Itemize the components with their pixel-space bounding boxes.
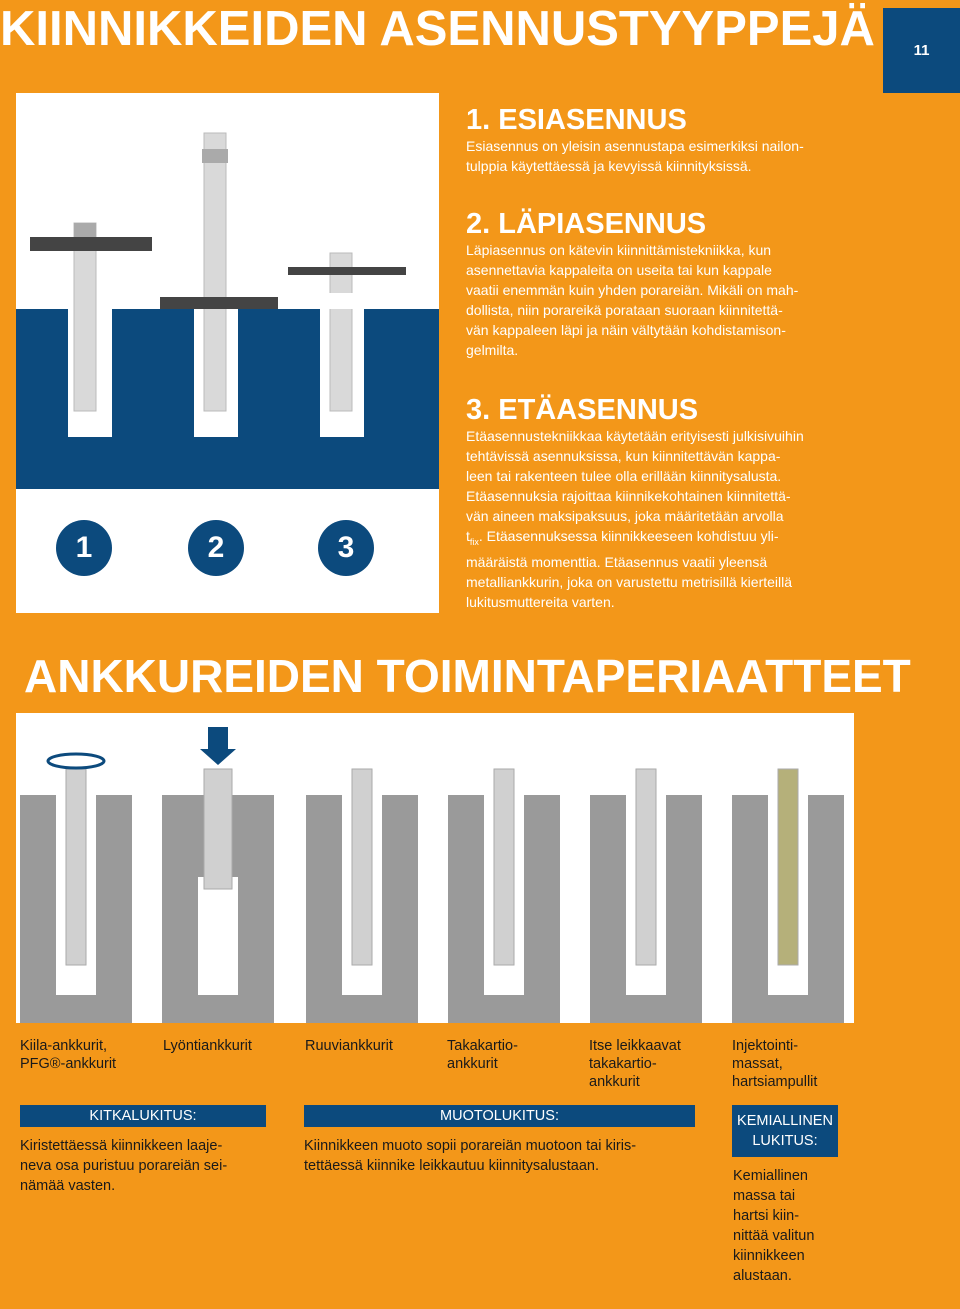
section-text: Läpiasennus on kätevin kiinnittämistekniikka, kun asennettavia kappaleita on useita tai kun kappale vaatii enemmän kuin yhden porareiän. Mikäli on mah- dollista, niin porareikä porataan suoraan kiinnitettä- vän kappaleen läpi ja näin vältytään kohdistamison- gelmilta. [466, 242, 799, 358]
install-number-1: 1 [56, 520, 112, 576]
hole-2 [198, 877, 238, 995]
section-text: Etäasennustekniikkaa käytetään erityisesti julkisivuihin tehtävissä asennuksissa, kun kiinnitettävän kappa- leen tai rakenteen tulee olla erillään kiinnitysalusta. Etäasennuksia rajoittaa kiinnikekohtainen kiinnitettä- vän aineen maksipaksuus, joka määritetään arvolla $t_{fix}$. Etäasennuksessa kiinnikkeeseen kohdistuu yli- määräistä momenttia. Etäasennus vaatii yleensä metalliankkurin, joka on varustettu metrisillä kierteillä lukitusmuttereita varten. [466, 428, 804, 610]
section-lapiasennus [466, 208, 846, 360]
arrow-down-icon [200, 727, 236, 765]
category-bar-kemiallinen: KEMIALLINEN LUKITUS: [732, 1105, 838, 1157]
nut-2 [202, 149, 228, 163]
anchor-bolt-4 [494, 769, 514, 965]
page-number: 11 [913, 42, 930, 59]
plate-1 [30, 237, 152, 251]
nut-1 [74, 223, 96, 237]
anchor-type-1: Kiila-ankkurit, PFG®-ankkurit [20, 1038, 117, 1072]
anchor-bolt-1 [66, 769, 86, 965]
category-desc-kitkalukitus: Kiristettäessä kiinnikkeen laaje- neva osa puristuu porareiän sei- nämää vasten. [20, 1138, 228, 1194]
anchor-3 [330, 253, 352, 411]
plate-3 [288, 267, 406, 275]
anchor-types-illustration [16, 713, 854, 1023]
anchor-type-5: Itse leikkaavat takakartio- ankkurit [589, 1038, 681, 1090]
section-etaasennus [466, 394, 846, 612]
install-number-2: 2 [188, 520, 244, 576]
anchor-illustration-panel [16, 713, 854, 1023]
category-desc-muotolukitus: Kiinnikkeen muoto sopii porareiän muotoon tai kiris- tettäessä kiinnike leikkautuu kiinnitysalustaan. [304, 1138, 637, 1174]
category-bar-kitkalukitus: KITKALUKITUS: [20, 1105, 266, 1127]
anchor-type-4: Takakartio- ankkurit [447, 1038, 518, 1072]
section-heading: 2. LÄPIASENNUS [466, 208, 707, 240]
section-text: Esiasennus on yleisin asennustapa esimerkiksi nailon- tulppia käytettäessä ja kevyissä kiinnityksissä. [466, 138, 804, 174]
section-esiasennus [466, 104, 846, 176]
category-desc-kemiallinen: Kemiallinen massa tai hartsi kiin- nittää valitun kiinnikkeen alustaan. [733, 1168, 815, 1284]
plate-2 [160, 297, 278, 309]
anchor-type-3: Ruuviankkurit [305, 1038, 393, 1054]
anchor-bolt-2 [204, 769, 232, 889]
anchor-bolt-5 [636, 769, 656, 965]
page-number-box [883, 8, 960, 93]
anchor-1 [74, 223, 96, 411]
anchor-type-6: Injektointi- massat, hartsiampullit [732, 1038, 818, 1090]
section-heading: 3. ETÄASENNUS [466, 394, 699, 426]
anchor-2 [204, 133, 226, 411]
standoff-gap [316, 293, 364, 309]
anchor-bolt-6 [778, 769, 798, 965]
section-title-anchor-principles: ANKKUREIDEN TOIMINTAPERIAATTEET [24, 650, 911, 702]
category-bar-muotolukitus: MUOTOLUKITUS: [304, 1105, 695, 1127]
install-illustration-panel [16, 93, 439, 613]
page-title: KIINNIKKEIDEN ASENNUSTYYPPEJÄ [0, 2, 875, 56]
rotate-icon [48, 754, 104, 768]
anchor-bolt-3 [352, 769, 372, 965]
section-heading: 1. ESIASENNUS [466, 104, 687, 136]
anchor-type-2: Lyöntiankkurit [163, 1038, 252, 1054]
install-number-3: 3 [318, 520, 374, 576]
